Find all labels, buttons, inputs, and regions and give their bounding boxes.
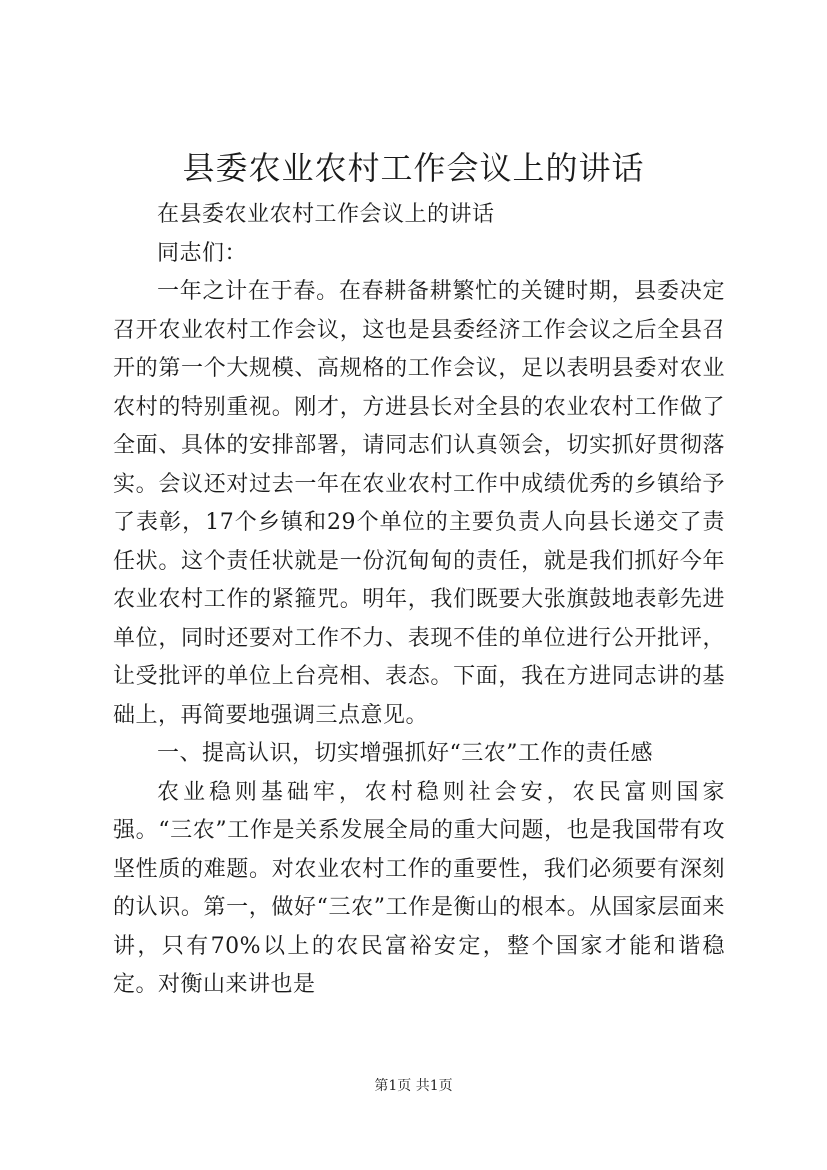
page-footer: 第1页 共1页 bbox=[374, 1078, 453, 1094]
intro-paragraph: 一年之计在于春。在春耕备耕繁忙的关键时期，县委决定召开农业农村工作会议，这也是县委经济工作会议之后全县召开的第一个大规模、高规格的工作会议，足以表明县委对农业农村的特别重视。刚才，方进县长对全县的农业农村工作做了全面、具体的安排部署，请同志们认真领会，切实抓好贯彻落实。会议还对过去一年在农业农村工作中成绩优秀的乡镇给予了表彰，17个乡镇和29个单位的主要负责人向县长递交了责任状。这个责任状就是一份沉甸甸的责任，就是我们抓好今年农业农村工作的紧箍咒。明年，我们既要大张旗鼓地表彰先进单位，同时还要对工作不力、表现不佳的单位进行公开批评，让受批评的单位上台亮相、表态。下面，我在方进同志讲的基础上，再简要地强调三点意见。 bbox=[113, 279, 725, 728]
body-paragraph: 农业稳则基础牢，农村稳则社会安，农民富则国家强。“三农”工作是关系发展全局的重大问题，也是我国带有攻坚性质的难题。对农业农村工作的重要性，我们必须要有深刻的认识。第一，做好“三农”工作是衡山的根本。从国家层面来讲，只有70%以上的农民富裕安定，整个国家才能和谐稳定。对衡山来讲也是 bbox=[113, 779, 725, 997]
salutation-paragraph: 同志们： bbox=[157, 240, 248, 266]
document-body bbox=[113, 196, 725, 1005]
section-heading: 一、提高认识，切实增强抓好“三农”工作的责任感 bbox=[157, 741, 653, 766]
document-title: 县委农业农村工作会议上的讲话 bbox=[182, 149, 645, 187]
subtitle-paragraph: 在县委农业农村工作会议上的讲话 bbox=[157, 202, 495, 227]
